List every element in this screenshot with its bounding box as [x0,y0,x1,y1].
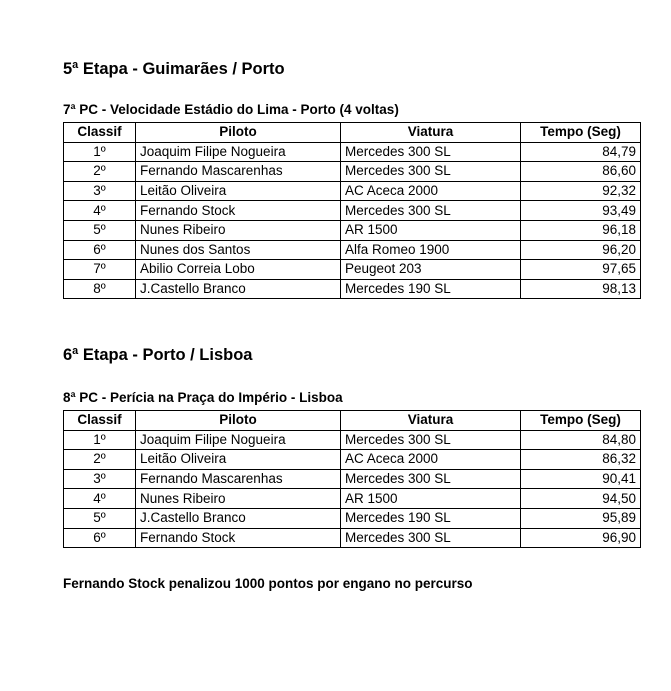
cell-car: AR 1500 [341,220,521,240]
table-row [64,240,641,260]
table-header-row [64,411,641,431]
stage-5-results-table [63,122,641,299]
cell-car: Mercedes 300 SL [341,528,521,548]
cell-position: 5º [64,508,136,528]
table-row [64,508,641,528]
cell-driver: Joaquim Filipe Nogueira [136,430,341,450]
table-row [64,260,641,280]
stage-6-results-body [64,430,641,548]
cell-car: Mercedes 300 SL [341,162,521,182]
table-row [64,181,641,201]
cell-position: 4º [64,489,136,509]
header-piloto: Piloto [136,411,341,431]
cell-driver: J.Castello Branco [136,279,341,299]
stage-5-results-body [64,142,641,299]
cell-driver: Nunes Ribeiro [136,489,341,509]
cell-time: 86,60 [521,162,641,182]
cell-driver: J.Castello Branco [136,508,341,528]
cell-time: 92,32 [521,181,641,201]
table-row [64,279,641,299]
cell-time: 84,79 [521,142,641,162]
cell-car: Peugeot 203 [341,260,521,280]
cell-position: 1º [64,142,136,162]
cell-driver: Nunes dos Santos [136,240,341,260]
header-tempo: Tempo (Seg) [521,123,641,143]
cell-car: AC Aceca 2000 [341,181,521,201]
table-header-row [64,123,641,143]
cell-time: 98,13 [521,279,641,299]
table-row [64,162,641,182]
cell-car: AR 1500 [341,489,521,509]
cell-car: Mercedes 300 SL [341,430,521,450]
table-row [64,142,641,162]
table-row [64,528,641,548]
header-classif: Classif [64,411,136,431]
cell-position: 6º [64,240,136,260]
cell-car: Mercedes 190 SL [341,279,521,299]
header-viatura: Viatura [341,411,521,431]
cell-time: 96,20 [521,240,641,260]
cell-time: 95,89 [521,508,641,528]
cell-driver: Fernando Stock [136,528,341,548]
cell-driver: Fernando Mascarenhas [136,469,341,489]
table-row [64,430,641,450]
cell-position: 2º [64,162,136,182]
table-row [64,469,641,489]
cell-position: 5º [64,220,136,240]
header-classif: Classif [64,123,136,143]
cell-time: 90,41 [521,469,641,489]
cell-car: Mercedes 300 SL [341,201,521,221]
cell-car: Alfa Romeo 1900 [341,240,521,260]
pc-7-title: 7ª PC - Velocidade Estádio do Lima - Porto (4 voltas) [63,102,399,117]
table-row [64,450,641,470]
cell-time: 97,65 [521,260,641,280]
penalty-note: Fernando Stock penalizou 1000 pontos por engano no percurso [63,576,473,591]
cell-car: Mercedes 300 SL [341,469,521,489]
cell-driver: Nunes Ribeiro [136,220,341,240]
table-row [64,201,641,221]
cell-position: 8º [64,279,136,299]
cell-driver: Joaquim Filipe Nogueira [136,142,341,162]
pc-8-title: 8ª PC - Perícia na Praça do Império - Lisboa [63,390,343,405]
cell-time: 96,90 [521,528,641,548]
cell-time: 94,50 [521,489,641,509]
stage-6-title: 6ª Etapa - Porto / Lisboa [63,346,253,364]
cell-position: 3º [64,181,136,201]
cell-position: 3º [64,469,136,489]
header-viatura: Viatura [341,123,521,143]
stage-6-results-table [63,410,641,548]
cell-time: 84,80 [521,430,641,450]
cell-driver: Fernando Mascarenhas [136,162,341,182]
cell-time: 96,18 [521,220,641,240]
cell-car: AC Aceca 2000 [341,450,521,470]
table-row [64,220,641,240]
cell-time: 86,32 [521,450,641,470]
cell-position: 7º [64,260,136,280]
cell-position: 1º [64,430,136,450]
header-tempo: Tempo (Seg) [521,411,641,431]
cell-driver: Fernando Stock [136,201,341,221]
stage-5-title: 5ª Etapa - Guimarães / Porto [63,60,285,78]
cell-position: 2º [64,450,136,470]
cell-time: 93,49 [521,201,641,221]
cell-position: 4º [64,201,136,221]
table-row [64,489,641,509]
header-piloto: Piloto [136,123,341,143]
cell-driver: Leitão Oliveira [136,450,341,470]
cell-car: Mercedes 190 SL [341,508,521,528]
cell-car: Mercedes 300 SL [341,142,521,162]
cell-driver: Leitão Oliveira [136,181,341,201]
cell-position: 6º [64,528,136,548]
cell-driver: Abilio Correia Lobo [136,260,341,280]
